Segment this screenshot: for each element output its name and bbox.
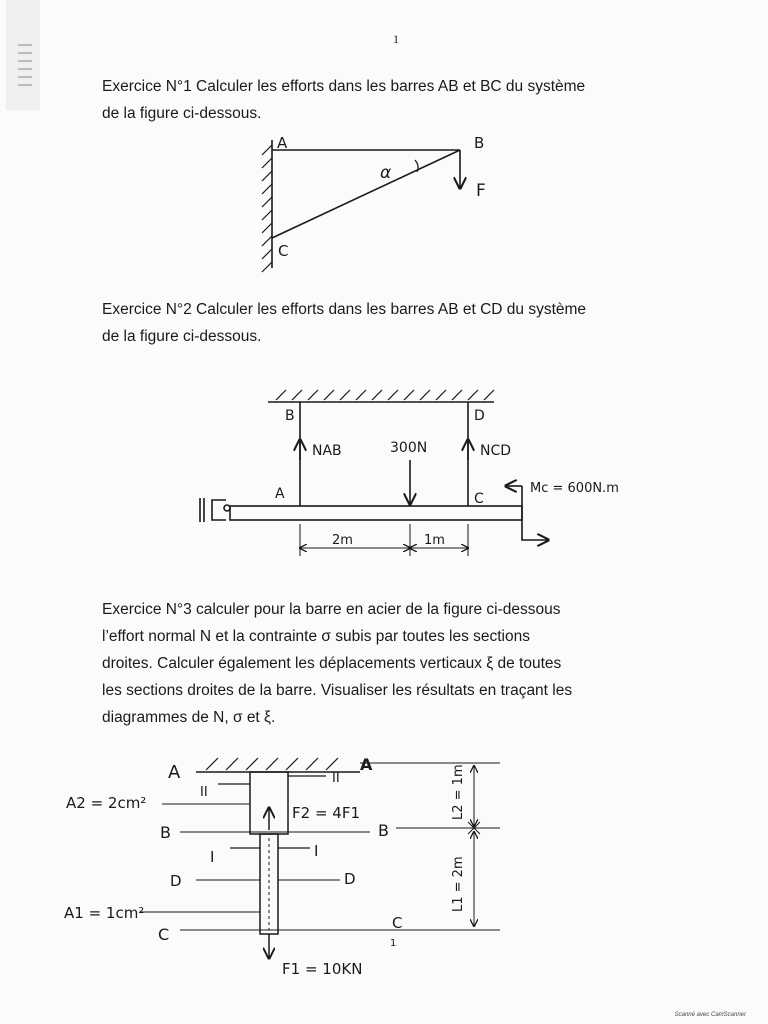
fig2-label-dim2: 1m: [424, 533, 445, 548]
fig2-label-ncd: NCD: [480, 443, 512, 459]
scanner-watermark: Scanné avec CamScanner: [674, 1012, 746, 1018]
ex3-line4: les sections droites de la barre. Visualiser les résultats en traçant les: [102, 682, 573, 699]
figure-1-truss: [262, 140, 460, 272]
ex2-line2: de la figure ci-dessous.: [102, 328, 262, 345]
figure-2-beam: [200, 390, 548, 556]
fig1-label-alpha: α: [380, 163, 392, 183]
ex3-line5: diagrammes de N, σ et ξ.: [102, 709, 276, 726]
fig2-ceiling-hatching: [276, 390, 494, 400]
fig2-label-a: A: [275, 486, 285, 502]
fig3-label-ii-left: II: [200, 785, 208, 800]
fig2-label-d: D: [474, 408, 485, 424]
fig3-label-l2: L2 = 1m: [451, 764, 466, 820]
fig3-label-f2: F2 = 4F1: [292, 804, 360, 822]
fig3-label-f1: F1 = 10KN: [282, 960, 363, 978]
ex3-line2: l’effort normal N et la contrainte σ subis par toutes les sections: [102, 628, 530, 645]
figure-3-bar: [140, 758, 500, 958]
fig2-beam-body: [230, 506, 522, 520]
fig2-label-nab: NAB: [312, 443, 342, 459]
ex1-line2: de la figure ci-dessous.: [102, 105, 262, 122]
fig2-pin: [224, 505, 230, 511]
ex2-line1: Exercice N°2 Calculer les efforts dans les barres AB et CD du système: [102, 301, 587, 318]
fig3-label-ii-right: II: [332, 771, 340, 786]
fig3-label-c-left: C: [158, 925, 170, 944]
fig3-label-a-right: A: [360, 755, 373, 774]
fig2-label-load: 300N: [390, 440, 428, 456]
fig1-wall-hatching: [262, 145, 272, 272]
fig2-label-b: B: [285, 408, 295, 424]
fig3-label-d-left: D: [170, 872, 182, 890]
fig2-label-dim1: 2m: [332, 533, 353, 548]
fig3-label-l1: L1 = 2m: [451, 856, 466, 912]
ex3-line3: droites. Calculer également les déplacements verticaux ξ de toutes: [102, 655, 562, 672]
fig1-label-f: F: [476, 181, 486, 201]
fig2-label-c: C: [474, 491, 484, 507]
fig3-label-a2: A2 = 2cm²: [66, 794, 147, 812]
fig3-label-b-left: B: [160, 823, 171, 842]
fig3-label-d-right: D: [344, 870, 356, 888]
fig3-label-c-right: C: [392, 914, 403, 932]
fig1-bar-bc: [272, 150, 460, 238]
fig2-label-moment: Mc = 600N.m: [530, 481, 619, 496]
fig3-ceiling-hatching: [206, 758, 338, 770]
fig3-label-one: 1: [390, 938, 397, 949]
ex1-line1: Exercice N°1 Calculer les efforts dans les barres AB et BC du système: [102, 78, 586, 95]
fig3-label-i-left: I: [210, 848, 215, 866]
fig3-label-a1: A1 = 1cm²: [64, 904, 145, 922]
fig1-label-b: B: [474, 134, 485, 152]
fig3-label-i-right: I: [314, 842, 319, 860]
fig3-label-a-left: A: [168, 762, 181, 783]
fig1-label-a: A: [277, 134, 288, 152]
ex3-line1: Exercice N°3 calculer pour la barre en acier de la figure ci-dessous: [102, 601, 561, 618]
page-number: 1: [393, 32, 399, 46]
fig3-label-b-right: B: [378, 821, 389, 840]
fig1-label-c: C: [278, 242, 289, 260]
